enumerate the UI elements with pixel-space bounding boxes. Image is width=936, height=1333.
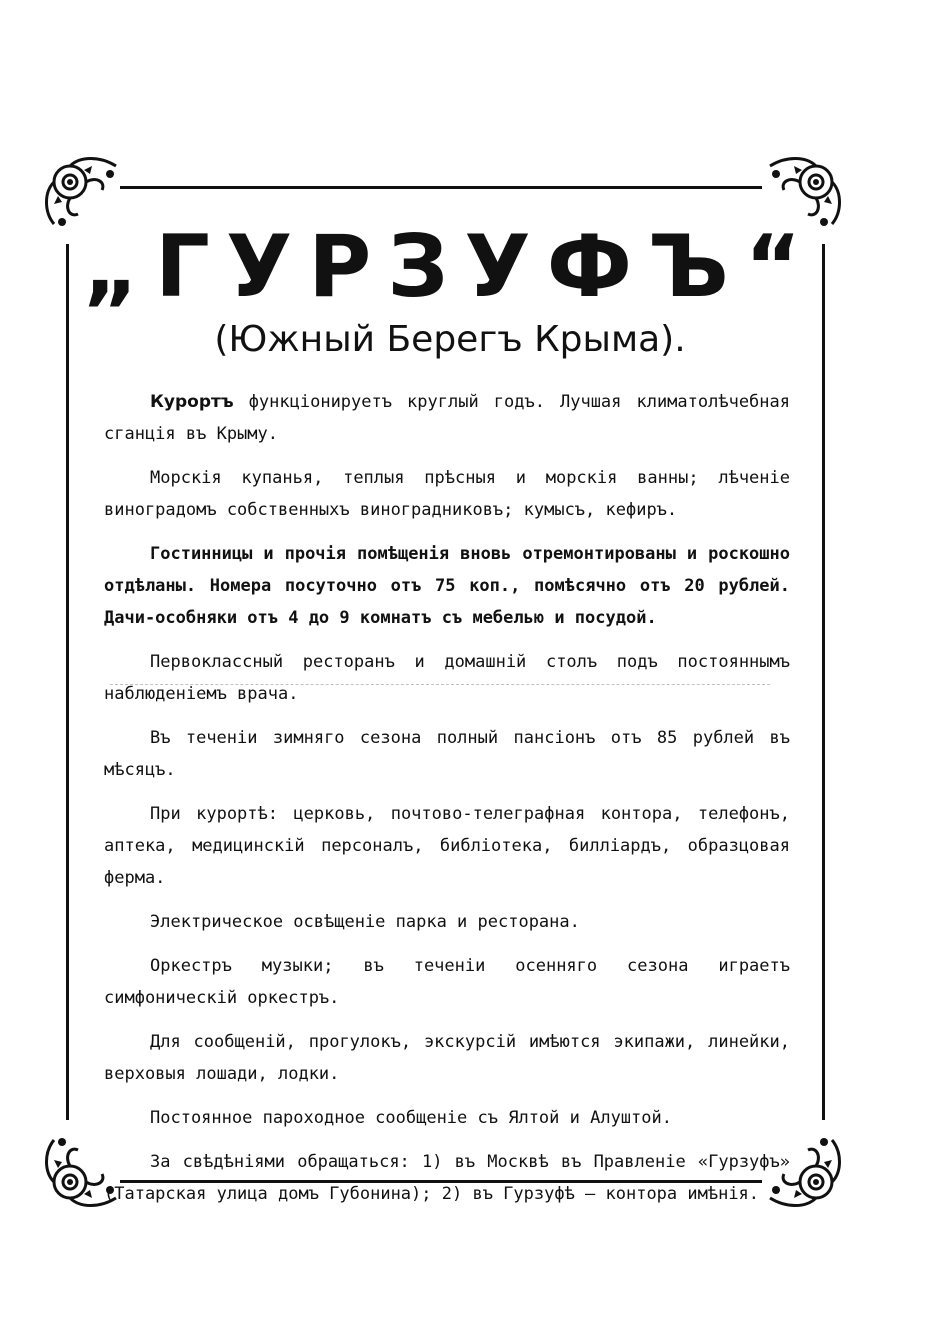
page-title: „ГУРЗУФЪ“ bbox=[82, 217, 818, 317]
paragraph-contacts bbox=[104, 1146, 790, 1210]
paragraph-lead: Курортъ bbox=[150, 392, 234, 412]
paragraph-lighting bbox=[104, 906, 790, 938]
paragraph-amenities bbox=[104, 798, 790, 894]
paragraph-text: Въ теченіи зимняго сезона полный пансіонъ отъ 85 рублей въ мѣсяцъ. bbox=[104, 728, 790, 780]
frame-top-rule bbox=[120, 186, 762, 189]
paragraph-orchestra bbox=[104, 950, 790, 1014]
paragraph-text: За свѣдѣніями обращаться: 1) въ Москвѣ въ Правленіе «Гурзуфъ» (Татарская улица домъ Губонина); 2) въ Гурзуфѣ — контора имѣнія. bbox=[104, 1152, 790, 1204]
frame-left-rule bbox=[66, 244, 69, 1120]
paragraph-resort bbox=[104, 386, 790, 450]
paragraph-text: Гостинницы и прочія помѣщенія вновь отремонтированы и роскошно отдѣланы. Номера посуточно отъ 75 коп., помѣсячно отъ 20 рублей. Дачи-особняки отъ 4 до 9 комнатъ съ мебелью и посудой. bbox=[104, 544, 790, 628]
paragraph-transport bbox=[104, 1026, 790, 1090]
paragraph-restaurant bbox=[104, 646, 790, 710]
paragraph-text: Для сообщеній, прогулокъ, экскурсій имѣются экипажи, линейки, верховыя лошади, лодки. bbox=[104, 1032, 790, 1084]
paragraph-text: Постоянное пароходное сообщеніе съ Ялтой и Алуштой. bbox=[150, 1108, 672, 1128]
advertisement-body bbox=[104, 386, 790, 1222]
paragraph-text: Первоклассный ресторанъ и домашній столъ подъ постояннымъ наблюденіемъ врача. bbox=[104, 652, 790, 704]
page-subtitle: (Южный Берегъ Крыма). bbox=[214, 319, 686, 360]
paragraph-text: Электрическое освѣщеніе парка и ресторана. bbox=[150, 912, 580, 932]
paragraph-text: При курортѣ: церковь, почтово-телеграфная контора, телефонъ, аптека, медицинскій персоналъ, библіотека, билліардъ, образцовая ферма. bbox=[104, 804, 790, 888]
paragraph-text: функціонируетъ круглый годъ. Лучшая климатолѣчебная сганція въ Крыму. bbox=[104, 392, 790, 444]
paragraph-steamer bbox=[104, 1102, 790, 1134]
paragraph-text: Морскія купанья, теплыя прѣсныя и морскія ванны; лѣченіе виноградомъ собственныхъ виноградниковъ; кумысъ, кефиръ. bbox=[104, 468, 790, 520]
paragraph-hotels bbox=[104, 538, 790, 634]
paragraph-bathing bbox=[104, 462, 790, 526]
paragraph-winter-season bbox=[104, 722, 790, 786]
frame-right-rule bbox=[822, 244, 825, 1120]
paragraph-text: Оркестръ музыки; въ теченіи осенняго сезона играетъ симфоническій оркестръ. bbox=[104, 956, 790, 1008]
